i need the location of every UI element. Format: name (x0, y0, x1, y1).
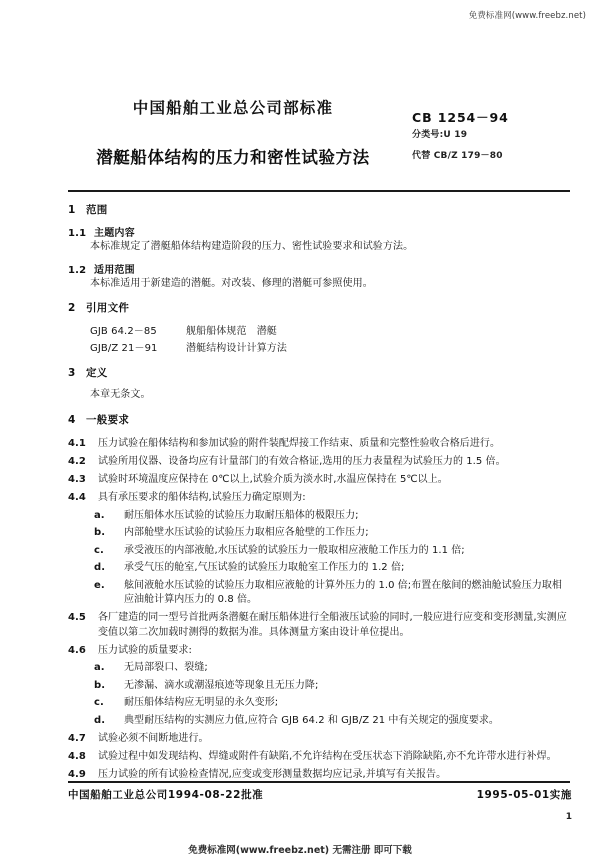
implementation-date: 1995-05-01实施 (476, 789, 572, 801)
clause-4-6-item-d (68, 714, 572, 729)
section-heading-2 (68, 300, 572, 315)
spacer (68, 429, 572, 434)
item-text: 承受气压的舱室,气压试验的试验压力取舱室工作压力的 1.2 倍; (124, 562, 405, 574)
item-text: 典型耐压结构的实测应力值,应符合 GJB 64.2 和 GJB/Z 21 中有关规定的强度要求。 (124, 714, 499, 726)
clause-text: 压力试验的所有试验检查情况,应变或变形测量数据均应记录,并填写有关报告。 (98, 768, 447, 780)
spacer (68, 356, 572, 365)
clause-4-9 (68, 768, 572, 783)
reference-title: 潜艇结构设计计算方法 (186, 343, 287, 355)
item-text: 承受液压的内部液舱,水压试验的试验压力一般取相应液舱工作压力的 1.1 倍; (124, 544, 465, 556)
clause-number: 4.7 (68, 732, 86, 744)
clause-4-6-item-a (68, 661, 572, 676)
item-text: 无渗漏、滴水或潮湿痕迹等现象且无压力降; (124, 679, 319, 691)
clause-text: 具有承压要求的船体结构,试验压力确定原则为: (98, 492, 306, 504)
subsection-number-1-1: 1.1 (68, 228, 87, 239)
subsection-text-1-1: 本标准规定了潜艇船体结构建造阶段的压力、密性试验要求和试验方法。 (90, 241, 414, 252)
clause-number: 4.9 (68, 768, 86, 780)
clause-number: 4.1 (68, 438, 86, 450)
subsection-text-1-2: 本标准适用于新建造的潜艇。对改装、修理的潜艇可参照使用。 (90, 278, 373, 290)
section-title-4: 一般要求 (86, 413, 130, 426)
page-number: 1 (565, 812, 572, 822)
clause-4-4-item-e (68, 579, 572, 608)
item-text: 内部舱壁水压试验的试验压力取相应各舱壁的工作压力; (124, 527, 369, 539)
standard-identifier-block (412, 108, 582, 140)
clause-number: 4.4 (68, 492, 86, 504)
footer-divider-rule (68, 781, 570, 783)
document-title: 潜艇船体结构的压力和密性试验方法 (96, 148, 370, 167)
issuing-organization: 中国船舶工业总公司部标准 (132, 99, 334, 117)
clause-number: 4.5 (68, 612, 86, 624)
section-heading-1 (68, 202, 572, 217)
clause-4-4-item-c (68, 544, 572, 559)
item-letter: d. (94, 562, 106, 574)
section-title-2: 引用文件 (86, 302, 130, 315)
section-title-3: 定义 (86, 367, 108, 380)
clause-4-7 (68, 732, 572, 747)
clause-number: 4.3 (68, 474, 86, 486)
item-text: 耐压船体结构应无明显的永久变形; (124, 697, 279, 709)
spacer (68, 291, 572, 300)
reference-entry (68, 324, 572, 339)
watermark-bottom: 免费标准网(www.freebz.net) 无需注册 即可下载 (188, 845, 412, 856)
subsection-heading-1-1 (68, 224, 572, 239)
clause-text: 试验必须不间断地进行。 (98, 732, 209, 744)
subsection-title-1-2: 适用范围 (94, 265, 135, 277)
item-letter: d. (94, 714, 106, 726)
item-letter: e. (94, 579, 105, 591)
spacer (68, 403, 572, 412)
clause-text: 各厂建造的同一型号首批两条潜艇在耐压船体进行全船液压试验的同时,一般应进行应变和变形测量,实测应变值以第二次加载时测得的数据为准。具体测量方案由设计单位提出。 (98, 612, 567, 638)
clause-4-6-item-c (68, 696, 572, 711)
section-text-3: 本章无条文。 (90, 389, 151, 401)
reference-id: GJB 64.2－85 (90, 326, 157, 338)
watermark-top: 免费标准网(www.freebz.net) (468, 11, 586, 21)
clause-text: 压力试验在船体结构和参加试验的附件装配焊接工作结束、质量和完整性验收合格后进行。 (98, 438, 500, 450)
clause-4-8 (68, 750, 572, 765)
clause-text: 试验过程中如发现结构、焊缝或附件有缺陷,不允许结构在受压状态下消除缺陷,亦不允许带水进行补焊。 (98, 750, 557, 762)
section-heading-4 (68, 412, 572, 427)
document-body (68, 202, 572, 782)
header-divider-rule (68, 190, 570, 192)
section-number-3: 3 (68, 367, 76, 380)
reference-entry (68, 341, 572, 356)
section-number-2: 2 (68, 302, 76, 315)
clause-number: 4.6 (68, 644, 86, 656)
subsection-heading-1-2 (68, 261, 572, 276)
masthead (0, 96, 600, 182)
item-letter: a. (94, 509, 105, 521)
clause-4-6-item-b (68, 679, 572, 694)
clause-4-2 (68, 455, 572, 470)
clause-number: 4.8 (68, 750, 86, 762)
clause-4-4-item-d (68, 561, 572, 576)
item-text: 舷间液舱水压试验的试验压力取相应液舱的计算外压力的 1.0 倍;布置在舷间的燃油舱试验压力取相应油舱计算内压力的 0.8 倍。 (124, 579, 562, 606)
reference-title: 舰船船体规范 潜艇 (186, 326, 277, 338)
item-letter: a. (94, 662, 105, 674)
approval-statement: 中国船舶工业总公司1994-08-22批准 (68, 789, 264, 801)
item-letter: c. (94, 544, 104, 556)
reference-id: GJB/Z 21－91 (90, 343, 158, 355)
standard-number: CB 1254－94 (412, 110, 509, 125)
item-letter: c. (94, 697, 104, 709)
clause-text: 压力试验的质量要求: (98, 644, 192, 656)
section-number-1: 1 (68, 204, 76, 216)
section-heading-3 (68, 365, 572, 380)
clause-number: 4.2 (68, 456, 86, 468)
replaces-standard: 代替 CB/Z 179－80 (412, 151, 503, 161)
clause-4-1 (68, 437, 572, 452)
section-title-1: 范围 (86, 204, 108, 216)
clause-4-4 (68, 491, 572, 506)
document-footer (68, 787, 572, 805)
spacer (68, 382, 572, 387)
subsection-number-1-2: 1.2 (68, 265, 87, 277)
section-number-4: 4 (68, 413, 76, 426)
clause-4-4-item-a (68, 509, 572, 524)
clause-4-3 (68, 473, 572, 488)
item-letter: b. (94, 527, 106, 539)
classification-code: 分类号:U 19 (412, 130, 468, 140)
clause-4-6 (68, 644, 572, 659)
item-text: 无局部裂口、裂缝; (124, 662, 208, 674)
item-letter: b. (94, 679, 106, 691)
spacer (68, 317, 572, 322)
clause-text: 试验所用仪器、设备均应有计量部门的有效合格证,选用的压力表量程为试验压力的 1.5 倍。 (98, 456, 506, 468)
clause-4-4-item-b (68, 526, 572, 541)
item-text: 耐压船体水压试验的试验压力取耐压船体的极限压力; (124, 509, 359, 521)
clause-text: 试验时环境温度应保持在 0℃以上,试验介质为淡水时,水温应保持在 5℃以上。 (98, 474, 448, 486)
subsection-title-1-1: 主题内容 (94, 228, 135, 239)
clause-4-5 (68, 611, 572, 640)
